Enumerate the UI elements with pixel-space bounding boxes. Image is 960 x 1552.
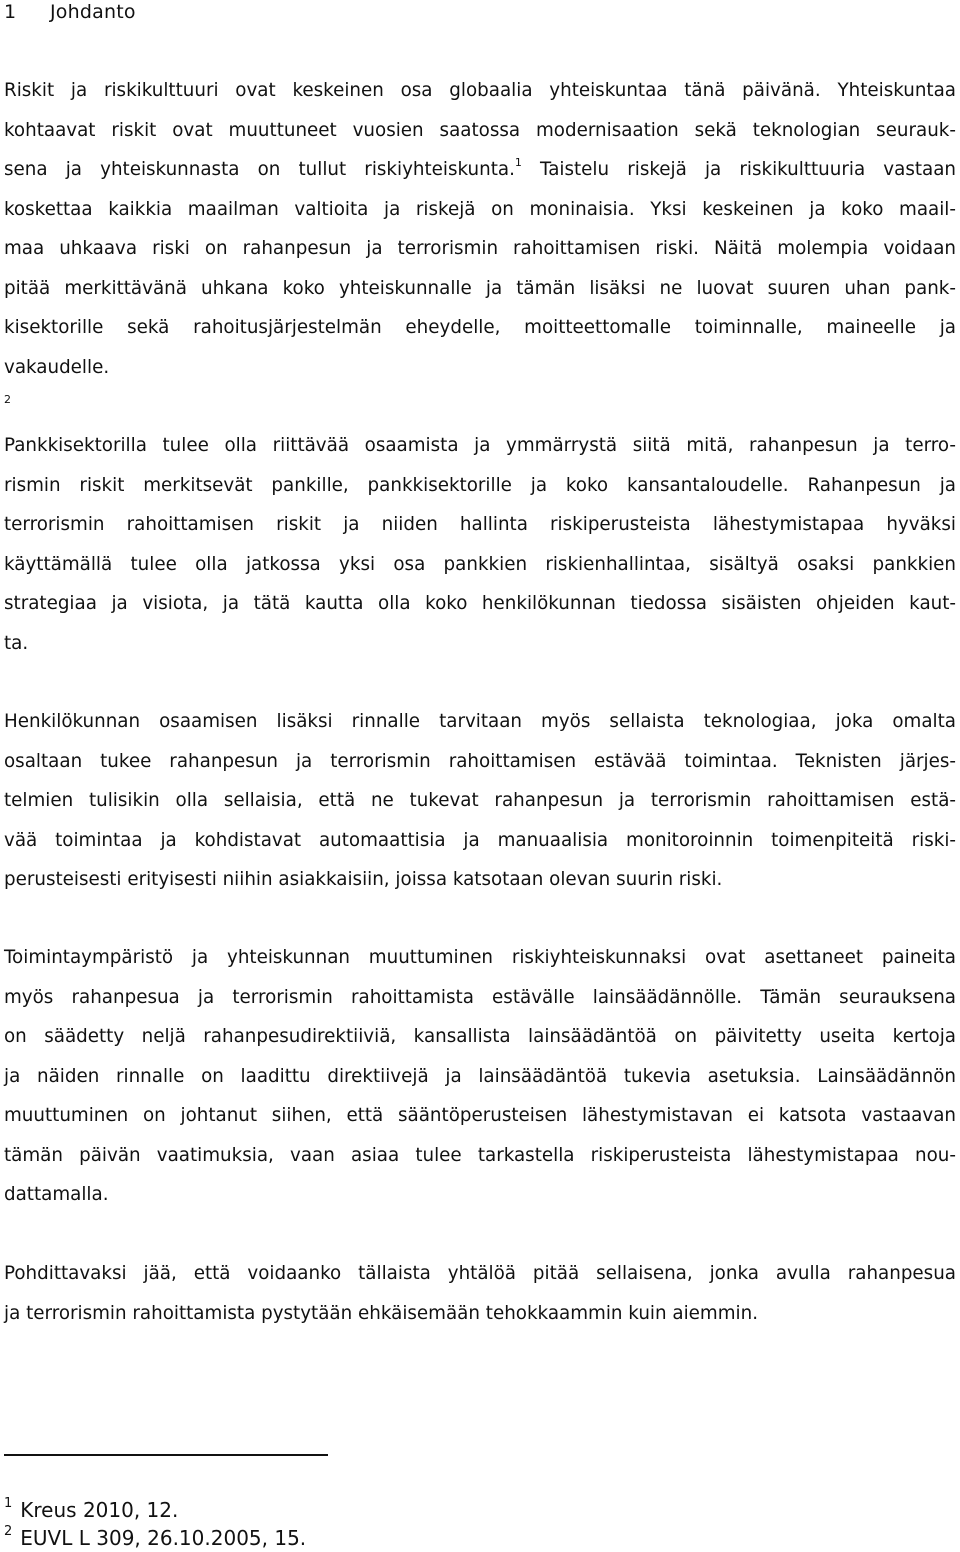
- footnote-text: Kreus 2010, 12.: [20, 1498, 179, 1522]
- chapter-number: 1: [4, 1, 17, 23]
- footnote-ref-2: 2: [4, 393, 11, 406]
- paragraph-line: [4, 150, 956, 190]
- paragraph-line: koskettaa kaikkia maailman valtioita ja riskejä on moninaisia. Yksi keskeinen ja koko maail-: [4, 198, 956, 220]
- paragraph-line: kisektorille sekä rahoitusjärjestelmän eheydelle, moitteettomalle toiminnalle, maineelle ja: [4, 317, 956, 338]
- paragraph-line: telmien tulisikin olla sellaisia, että ne tukevat rahanpesun ja terrorismin rahoittamisen estä-: [4, 790, 956, 811]
- paragraph-line: tämän päivän vaatimuksia, vaan asiaa tulee tarkastella riskiperusteista lähestymistapaa nou-: [4, 1144, 956, 1166]
- paragraph-3: [4, 702, 956, 900]
- paragraph-line: myös rahanpesua ja terrorismin rahoittamista estävälle lainsäädännölle. Tämän seurauksena: [4, 986, 956, 1008]
- paragraph-line: on säädetty neljä rahanpesudirektiiviä, kansallista lainsäädäntöä on päivitetty useita kertoja: [4, 1026, 956, 1047]
- paragraph-line: pitää merkittävänä uhkana koko yhteiskunnalle ja tämän lisäksi ne luovat suuren uhan pank-: [4, 277, 956, 299]
- footnote-number: 1: [4, 1496, 13, 1511]
- paragraph-line: rismin riskit merkitsevät pankille, pankkisektorille ja koko kansantaloudelle. Rahanpesun ja: [4, 474, 956, 496]
- paragraph-text: Taistelu riskejä ja riskikulttuuria vastaan: [521, 159, 957, 180]
- paragraph-line: käyttämällä tulee olla jatkossa yksi osa pankkien riskienhallintaa, sisältyä osaksi pankkien: [4, 553, 956, 575]
- footnote-text: EUVL L 309, 26.10.2005, 15.: [20, 1526, 307, 1550]
- paragraph-5: [4, 1254, 956, 1333]
- footnote-2: [4, 1518, 306, 1552]
- paragraph-line: Pankkisektorilla tulee olla riittävää osaamista ja ymmärrystä siitä mitä, rahanpesun ja terro-: [4, 435, 956, 456]
- paragraph-line: ja terrorismin rahoittamista pystytään ehkäisemään tehokkaammin kuin aiemmin.: [4, 1302, 759, 1324]
- paragraph-line: Toimintaympäristö ja yhteiskunnan muuttuminen riskiyhteiskunnaksi ovat asettaneet paineita: [4, 947, 956, 968]
- paragraph-line: Riskit ja riskikulttuuri ovat keskeinen osa globaalia yhteiskuntaa tänä päivänä. Yhteiskuntaa: [4, 80, 956, 101]
- paragraph-line: kohtaavat riskit ovat muuttuneet vuosien saatossa modernisaation sekä teknologian seurauk-: [4, 119, 956, 141]
- paragraph-line: terrorismin rahoittamisen riskit ja niiden hallinta riskiperusteista lähestymistapaa hyväksi: [4, 514, 956, 535]
- paragraph-line: Henkilökunnan osaamisen lisäksi rinnalle tarvitaan myös sellaista teknologiaa, joka omalta: [4, 711, 956, 732]
- paragraph-line: maa uhkaava riski on rahanpesun ja terrorismin rahoittamisen riski. Näitä molempia voidaan: [4, 238, 956, 259]
- paragraph-text: sena ja yhteiskunnasta on tullut riskiyhteiskunta.: [4, 159, 515, 180]
- paragraph-line: perusteisesti erityisesti niihin asiakkaisiin, joissa katsotaan olevan suurin riski.: [4, 869, 723, 890]
- paragraph-line: osaltaan tukee rahanpesun ja terrorismin rahoittamisen estävää toimintaa. Teknisten järjes-: [4, 750, 956, 772]
- paragraph-line: Pohdittavaksi jää, että voidaanko tällaista yhtälöä pitää sellaisena, jonka avulla rahanpesua: [4, 1263, 956, 1284]
- paragraph-line: dattamalla.: [4, 1184, 109, 1205]
- footnote-number: 2: [4, 1524, 13, 1539]
- paragraph-4: [4, 938, 956, 1215]
- paragraph-line: vää toimintaa ja kohdistavat automaattisia ja manuaalisia monitoroinnin toimenpiteitä riski-: [4, 829, 956, 851]
- paragraph-1: [4, 71, 956, 427]
- footnote-ref-1: 1: [514, 156, 522, 169]
- paragraph-2: [4, 426, 956, 663]
- paragraph-line: ta.: [4, 632, 29, 654]
- paragraph-line: strategiaa ja visiota, ja tätä kautta olla koko henkilökunnan tiedossa sisäisten ohjeiden kaut-: [4, 593, 956, 614]
- chapter-heading: [4, 0, 136, 24]
- footnote-separator: [4, 1454, 328, 1456]
- paragraph-line: vakaudelle.: [4, 356, 110, 378]
- chapter-title: Johdanto: [50, 1, 136, 23]
- paragraph-line: muuttuminen on johtanut siihen, että sääntöperusteisen lähestymistavan ei katsota vastaavan: [4, 1105, 956, 1126]
- paragraph-line: ja näiden rinnalle on laadittu direktiivejä ja lainsäädäntöä tukevia asetuksia. Lainsäädännön: [4, 1065, 956, 1087]
- paragraph-line: [4, 387, 956, 427]
